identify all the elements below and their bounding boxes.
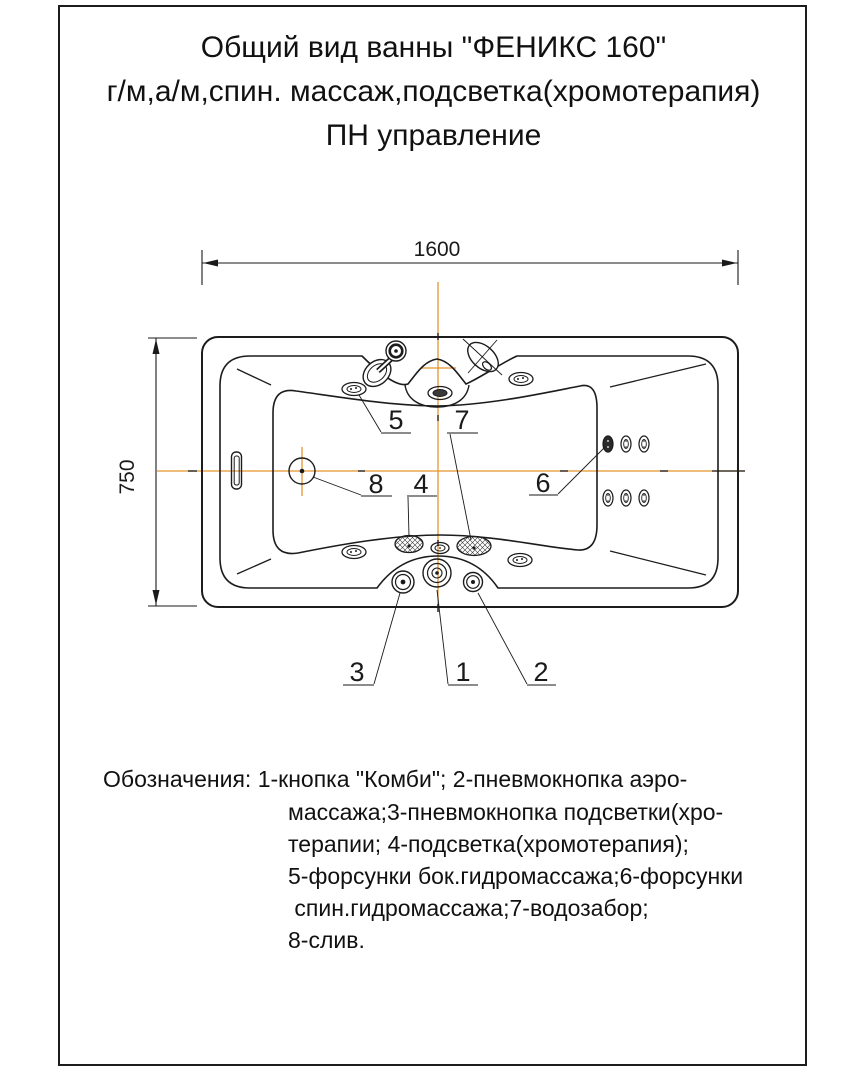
legend-line-6: 8-слив.: [288, 927, 365, 953]
callout-chromo-light: 4: [413, 469, 429, 499]
back-jet: [603, 436, 613, 452]
title-line-1: Общий вид ванны "ФЕНИКС 160": [200, 31, 667, 64]
dimension-width: [202, 238, 738, 285]
faucet-handle-icon: [462, 337, 503, 377]
tub-outer-outline: [202, 337, 738, 607]
faucet-spout-jet: [428, 387, 452, 400]
callout-side-jets: 5: [388, 405, 404, 435]
legend-line-2: массажа;3-пневмокнопка подсветки(хро-: [288, 799, 724, 825]
bottom-center-jet: [431, 543, 449, 554]
side-jet: [342, 383, 366, 396]
title-line-2: г/м,а/м,спин. массаж,подсветка(хромотерапия): [106, 75, 761, 108]
water-intake: [457, 537, 491, 556]
back-jet: [621, 436, 631, 452]
back-jet: [621, 490, 631, 506]
back-jet: [603, 490, 613, 506]
corner-groove-top-right: [610, 364, 706, 387]
side-jet: [509, 373, 533, 386]
side-jet: [508, 554, 532, 567]
callout-light-button: 3: [349, 657, 365, 687]
dimension-height-value: 750: [116, 459, 139, 495]
callout-leaders: [313, 395, 605, 685]
callout-labels: [349, 405, 550, 687]
dimension-height: [116, 338, 197, 606]
callout-drain: 8: [368, 469, 384, 499]
combi-button: [423, 559, 451, 587]
legend-line-5: спин.гидромассажа;7-водозабор;: [288, 895, 649, 921]
legend-line-4: 5-форсунки бок.гидромассажа;6-форсунки: [288, 863, 744, 889]
light-pneumo-button: [392, 571, 414, 593]
corner-groove-top-left: [237, 369, 271, 385]
control-buttons: [392, 559, 483, 593]
dimension-width-value: 1600: [413, 238, 461, 261]
aero-pneumo-button: [464, 573, 483, 592]
chromo-light: [395, 536, 423, 553]
back-jet: [639, 436, 649, 452]
callout-water-intake: 7: [454, 405, 470, 435]
legend-line-3: терапии; 4-подсветка(хромотерапия);: [288, 831, 689, 857]
legend-line-1: Обозначения: 1-кнопка "Комби"; 2-пневмокнопка аэро-: [103, 766, 688, 792]
back-jet: [639, 490, 649, 506]
callout-aero-button: 2: [533, 657, 549, 687]
callout-back-jets: 6: [535, 468, 551, 498]
corner-groove-bottom-left: [237, 559, 271, 574]
side-jet: [342, 546, 366, 559]
title-line-3: ПН управление: [325, 119, 542, 152]
corner-groove-bottom-right: [610, 551, 706, 575]
callout-combi-button: 1: [455, 657, 471, 687]
